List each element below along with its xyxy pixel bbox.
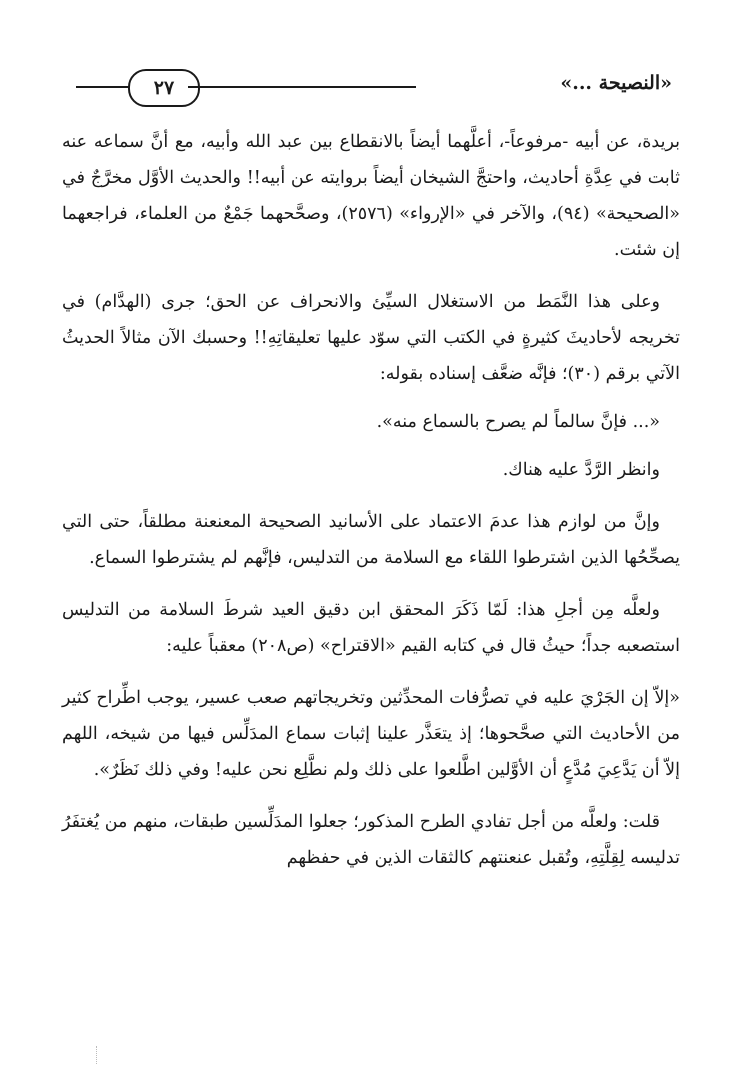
header-rule-middle	[188, 86, 416, 88]
paragraph: وانظر الرَّدَّ عليه هناك.	[502, 460, 660, 480]
paragraph: وإنَّ من لوازم هذا عدمَ الاعتماد على الأسانيد الصحيحة المعنعنة مطلقاً، حتى التي يصحِّحُها الذين اشترطوا اللقاء مع السلامة من التدليس، فإنَّهم لم يشترطوا السماع.	[62, 512, 680, 568]
running-title: «النصيحة ...»	[560, 72, 672, 94]
page-body	[62, 124, 680, 892]
paragraph-continuation: بريدة، عن أبيه -مرفوعاً-، أعلَّهما أيضاً بالانقطاع بين عبد الله وأبيه، مع أنَّ سماعه عنه ثابت في عِدَّةِ أحاديث، واحتجَّ الشيخان أيضاً بروايته عن أبيه!! والحديث الأوَّل مخرَّجٌ في «الصحيحة» (٩٤)، والآخر في «الإرواء» (٢٥٧٦)، وصحَّحهما جَمْعٌ من العلماء، فراجعهما إن شئت.	[62, 132, 680, 260]
quoted-line: «... فإنَّ سالماً لم يصرح بالسماع منه».	[376, 412, 660, 432]
paragraph: قلت: ولعلَّه من أجل تفادي الطرح المذكور؛ جعلوا المدَلِّسين طبقات، منهم من يُغتفَرُ تدليسه لِقِلَّتِهِ، وتُقبل عنعنتهم كالثقات الذين في حفظهم	[62, 812, 680, 868]
paragraph: ولعلَّه مِن أجلِ هذا: لَمّا ذَكَرَ المحقق ابن دقيق العيد شرطَ السلامة من التدليس استصعبه جداً؛ حيثُ قال في كتابه القيم «الاقتراح» (ص٢٠٨) معقباً عليه:	[62, 600, 680, 656]
page-header	[76, 64, 672, 112]
block-quote: «إلاّ إن الجَرْيَ عليه في تصرُّفات المحدِّثين وتخريجاتهم صعب عسير، يوجب اطِّراح كثير من الأحاديث التي صحَّحوها؛ إذ يتعَذَّر علينا إثبات سماع المدَلِّس فيها من شيخه، اللهم إلاّ أن يَدَّعِيَ مُدَّعٍ أن الأوَّلين اطَّلعوا على ذلك ولم نطَّلِع نحن عليه! وفي ذلك نَظَرٌ».	[62, 688, 680, 780]
header-rule-left	[76, 86, 136, 88]
page-margin-mark	[96, 1046, 99, 1064]
page-number: ٢٧	[128, 69, 200, 107]
paragraph: وعلى هذا النَّمَط من الاستغلال السيِّئ والانحراف عن الحق؛ جرى (الهدَّام) في تخريجه لأحاديثَ كثيرةٍ في الكتب التي سوّد عليها تعليقاتِهِ!! وحسبك الآن مثالاً الحديثُ الآتي برقم (٣٠)؛ فإنَّه ضعَّف إسناده بقوله:	[62, 292, 680, 384]
